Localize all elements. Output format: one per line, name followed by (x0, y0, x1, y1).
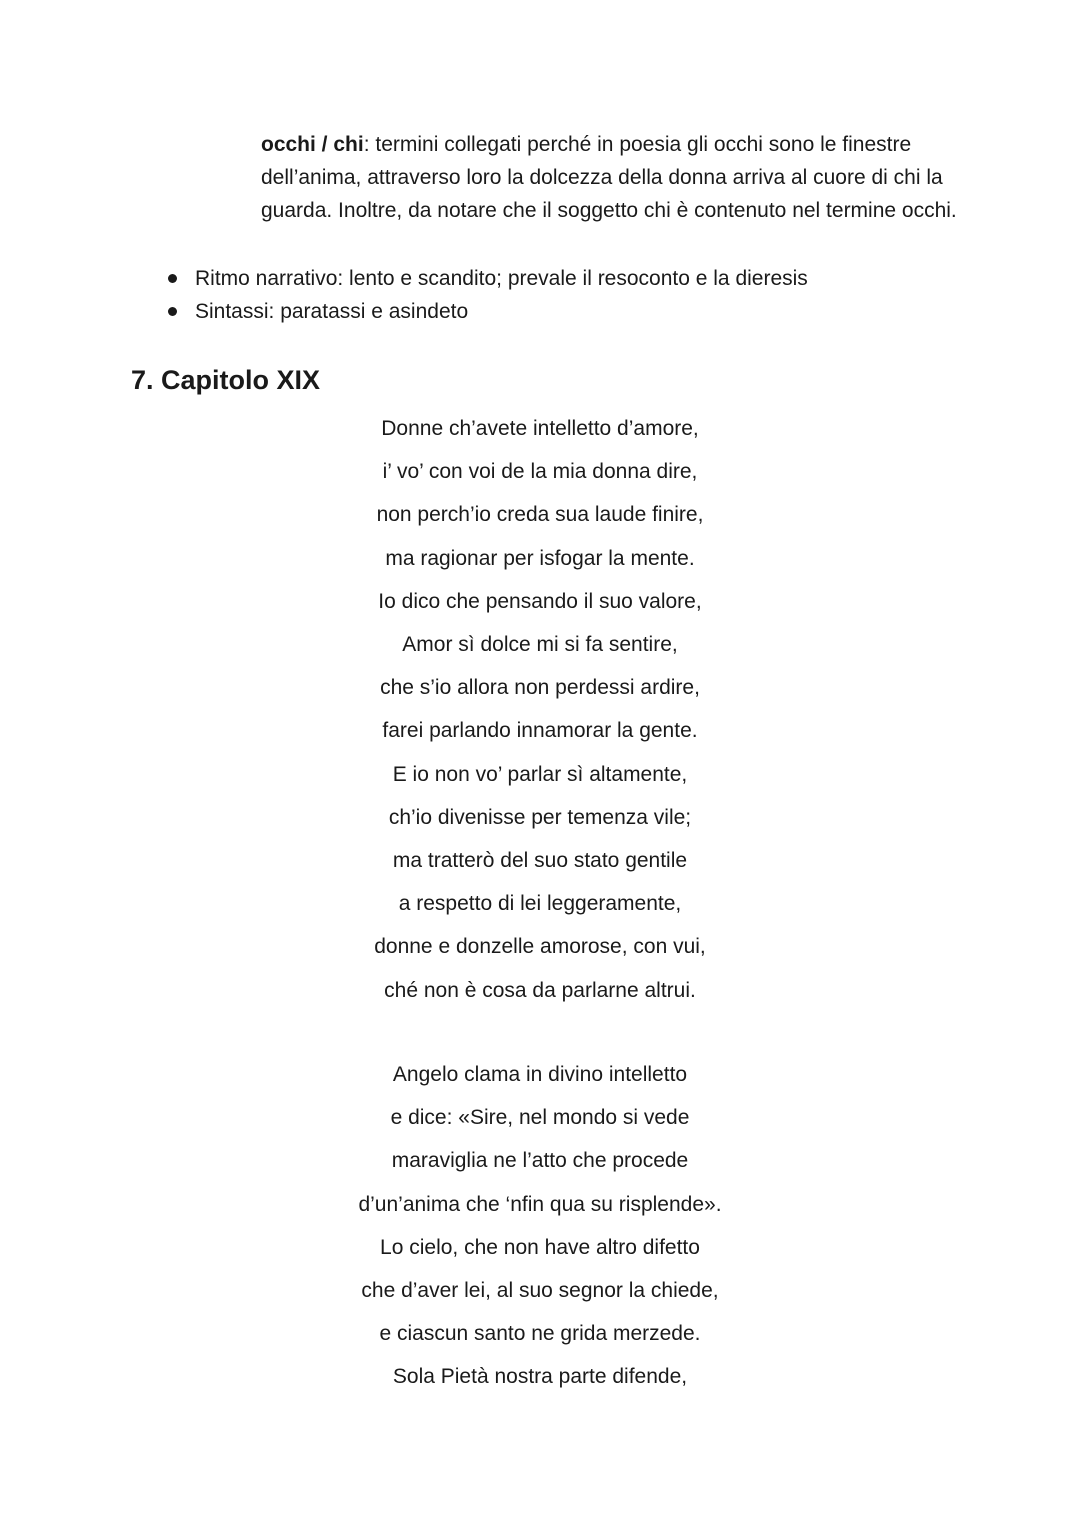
bullet-item (160, 295, 808, 328)
bullet-text: Ritmo narrativo: lento e scandito; prevale il resoconto e la dieresis (195, 267, 808, 290)
poem-verse: che d’aver lei, al suo segnor la chiede, (361, 1279, 719, 1303)
bullet-text: Sintassi: paratassi e asindeto (195, 300, 469, 323)
poem-stanza-1 (240, 407, 840, 1012)
bullet-list (160, 262, 808, 328)
poem-verse: a respetto di lei leggeramente, (398, 892, 682, 916)
paragraph-term: occhi / chi (261, 133, 364, 156)
poem-verse: farei parlando innamorar la gente. (382, 719, 698, 743)
poem-verse: che s’io allora non perdessi ardire, (380, 676, 700, 700)
bullet-dot-icon (168, 274, 177, 283)
section-heading: 7. Capitolo XIX (131, 365, 321, 395)
poem-verse: d’un’anima che ‘nfin qua su risplende». (358, 1192, 722, 1216)
paragraph-text: : termini collegati perché in poesia gli occhi sono le finestre dell’anima, attraverso loro la dolcezza della donna arriva al cuore di chi la guarda. Inoltre, da notare che il soggetto chi è contenuto nel termine occhi. (261, 133, 957, 222)
analysis-paragraph (261, 128, 961, 227)
bullet-dot-icon (168, 307, 177, 316)
poem-verse: ma tratterò del suo stato gentile (392, 849, 688, 873)
poem-verse: e dice: «Sire, nel mondo si vede (390, 1106, 690, 1130)
poem-verse: E io non vo’ parlar sì altamente, (392, 762, 688, 786)
poem-verse: maraviglia ne l’atto che procede (391, 1149, 689, 1173)
poem-verse: Donne ch’avete intelletto d’amore, (381, 417, 699, 440)
poem-verse: ch’io divenisse per temenza vile; (388, 805, 692, 829)
poem-verse: Io dico che pensando il suo valore, (378, 589, 702, 613)
poem-stanza-2 (240, 1053, 840, 1399)
poem-verse: e ciascun santo ne grida merzede. (379, 1322, 701, 1346)
poem-verse: i’ vo’ con voi de la mia donna dire, (382, 460, 698, 484)
poem-verse: donne e donzelle amorose, con vui, (374, 935, 706, 959)
poem-verse: Sola Pietà nostra parte difende, (392, 1365, 688, 1389)
bullet-item (160, 262, 808, 295)
poem-verse: ma ragionar per isfogar la mente. (385, 546, 695, 570)
poem-verse: Angelo clama in divino intelletto (392, 1063, 688, 1086)
poem-verse: Amor sì dolce mi si fa sentire, (402, 633, 678, 657)
poem-verse: ché non è cosa da parlarne altrui. (384, 978, 696, 1002)
poem-verse: non perch’io creda sua laude finire, (376, 503, 704, 527)
poem-verse: Lo cielo, che non have altro difetto (380, 1235, 700, 1259)
